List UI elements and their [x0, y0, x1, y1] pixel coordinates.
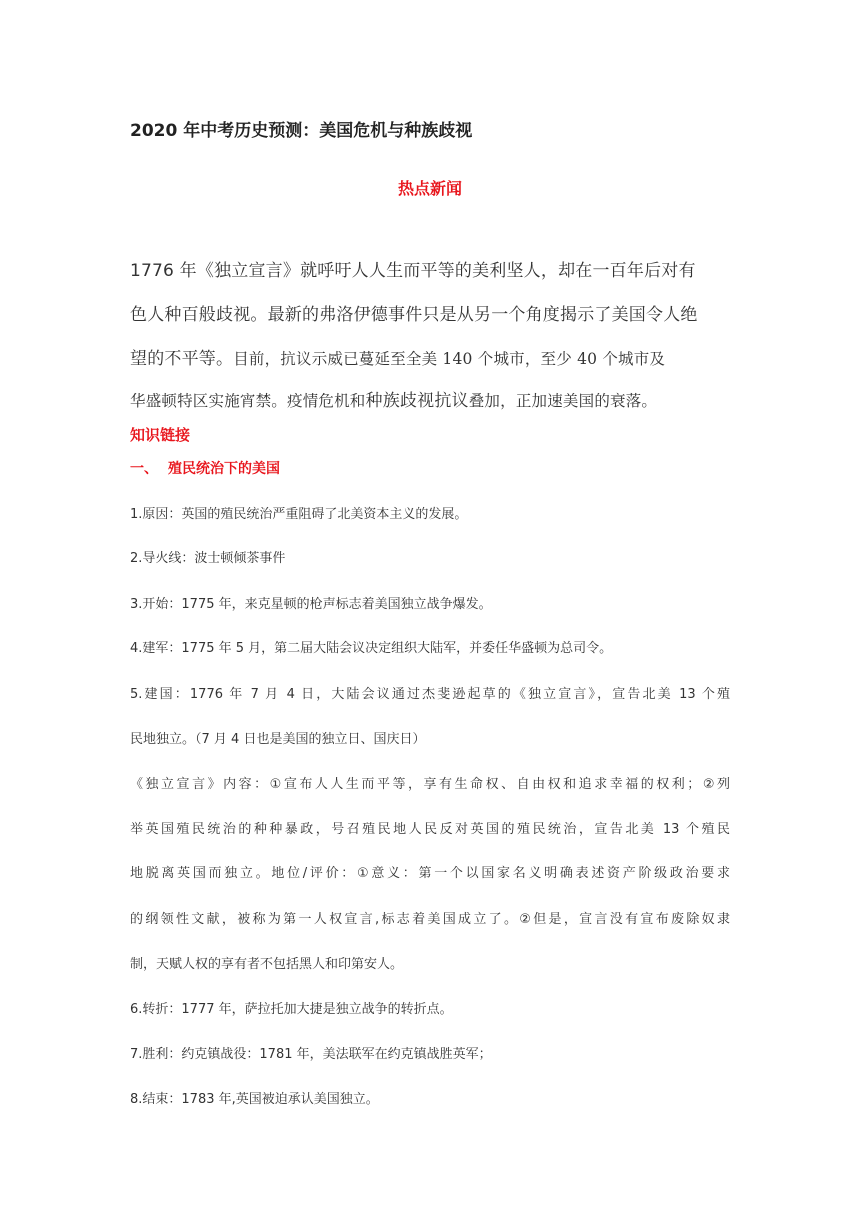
news-paragraph-line-3	[130, 344, 730, 369]
news-text-segment: 目前，抗议示威已蔓延至全美 140 个城市，至少 40 个城市及	[233, 350, 666, 368]
declaration-paragraph-line: 制，天赋人权的享有者不包括黑人和印第安人。	[130, 957, 404, 972]
news-paragraph-line-1: 1776 年《独立宣言》就呼吁人人生而平等的美利坚人，却在一百年后对有	[130, 261, 696, 281]
list-item: 8.结束：1783 年,英国被迫承认美国独立。	[130, 1092, 379, 1107]
news-paragraph-line-4	[130, 386, 730, 411]
section-title: 殖民统治下的美国	[168, 461, 280, 477]
section-number: 一、	[130, 461, 158, 477]
declaration-paragraph-line: 《独立宣言》内容：①宣布人人生而平等，享有生命权、自由权和追求幸福的权利；②列	[130, 777, 730, 792]
news-text-segment: 华盛顿特区实施宵禁。疫情危机和	[130, 392, 366, 410]
declaration-paragraph-line: 地脱离英国而独立。地位/评价：①意义：第一个以国家名义明确表述资产阶级政治要求	[130, 866, 730, 881]
hot-news-heading: 热点新闻	[397, 179, 462, 198]
list-item: 1.原因：英国的殖民统治严重阻碍了北美资本主义的发展。	[130, 507, 468, 522]
news-text-segment: 望的不平等。	[130, 349, 234, 369]
list-item: 3.开始：1775 年，来克星顿的枪声标志着美国独立战争爆发。	[130, 597, 492, 612]
section-heading	[130, 458, 280, 478]
list-item: 2.导火线：波士顿倾茶事件	[130, 551, 286, 566]
list-item-continuation: 民地独立。（7 月 4 日也是美国的独立日、国庆日）	[130, 732, 426, 747]
news-paragraph-line-2: 色人种百般歧视。最新的弗洛伊德事件只是从另一个角度揭示了美国令人绝	[130, 305, 698, 325]
list-item: 5.建国：1776 年 7 月 4 日，大陆会议通过杰斐逊起草的《独立宣言》，宣告北美 13 个殖	[130, 687, 730, 702]
list-item: 4.建军：1775 年 5 月，第二届大陆会议决定组织大陆军，并委任华盛顿为总司令。	[130, 641, 613, 656]
news-text-segment: 叠加，正加速美国的衰落。	[468, 392, 658, 410]
declaration-paragraph-line: 举英国殖民统治的种种暴政，号召殖民地人民反对英国的殖民统治，宣告北美 13 个殖民	[130, 822, 730, 837]
list-item: 6.转折：1777 年，萨拉托加大捷是独立战争的转折点。	[130, 1002, 453, 1017]
declaration-paragraph-line: 的纲领性文献，被称为第一人权宣言,标志着美国成立了。②但是，宣言没有宣布废除奴隶	[130, 912, 730, 927]
list-item: 7.胜利：约克镇战役：1781 年，美法联军在约克镇战胜英军；	[130, 1047, 492, 1062]
knowledge-heading: 知识链接	[130, 426, 191, 444]
news-highlight-term: 种族歧视抗议	[365, 391, 469, 411]
page-title: 2020 年中考历史预测：美国危机与种族歧视	[130, 121, 473, 141]
